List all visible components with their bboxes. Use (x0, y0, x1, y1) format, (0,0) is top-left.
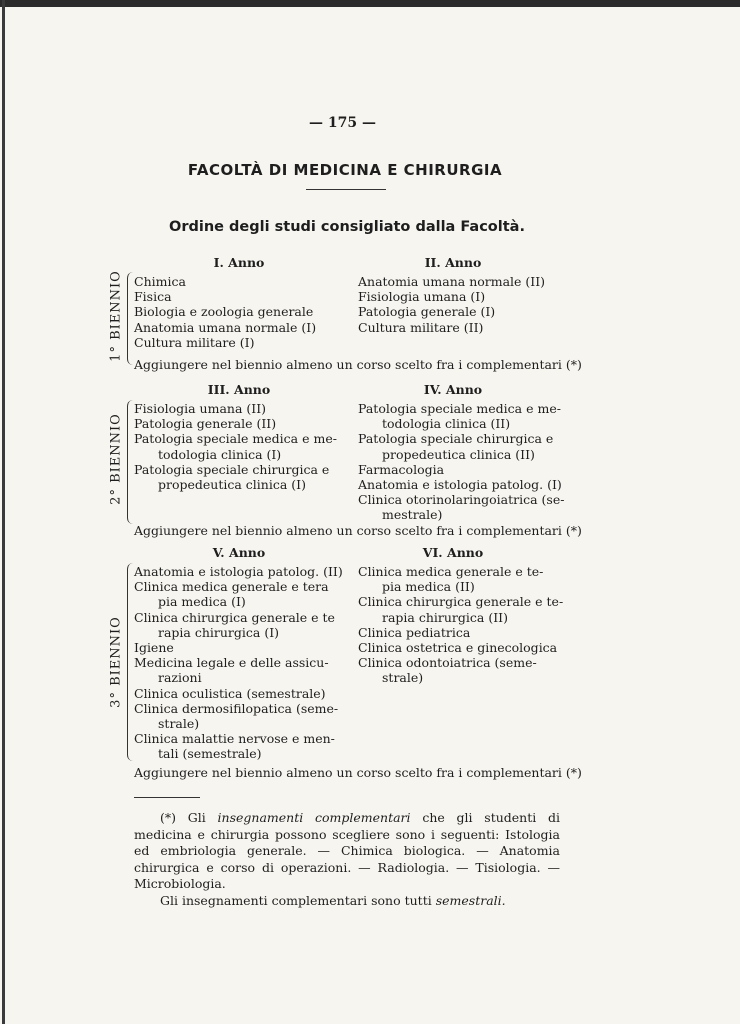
course-line: Clinica pediatrica (358, 624, 471, 640)
year-heading-1: I. Anno (213, 255, 265, 270)
course-line: mestrale) (382, 507, 443, 523)
biennio-3-brace (127, 563, 133, 761)
year-4-courses (358, 401, 564, 523)
course-line: Clinica otorinolaringoiatrica (se- (358, 492, 565, 508)
course-line: Clinica ostetrica e ginecologica (358, 640, 558, 656)
year-6-courses (358, 564, 563, 686)
year-heading-2: II. Anno (424, 255, 482, 270)
footnote-divider (134, 797, 200, 798)
course-line: Cultura militare (II) (358, 319, 484, 335)
course-line: Patologia speciale chirurgica e (134, 461, 330, 477)
footnote-paragraph-2: Gli insegnamenti complementari sono tutti semestrali. (160, 892, 506, 908)
course-line: Fisiologia umana (II) (134, 401, 267, 416)
course-line: Clinica chirurgica generale e te (134, 609, 335, 625)
course-line: Patologia generale (I) (358, 304, 496, 320)
course-line: pia medica (II) (382, 579, 475, 595)
biennio-1-brace (127, 272, 133, 365)
course-line: Patologia speciale medica e me- (134, 431, 337, 447)
course-line: razioni (158, 670, 202, 686)
course-line: Clinica chirurgica generale e te- (358, 594, 564, 610)
course-line: Chimica (134, 274, 186, 289)
footnote (134, 810, 560, 909)
course-line: Patologia speciale chirurgica e (358, 431, 554, 447)
course-line: Medicina legale e delle assicu- (134, 655, 329, 671)
course-line: propedeutica clinica (II) (382, 446, 535, 462)
year-heading-4: IV. Anno (423, 382, 483, 397)
course-line: Patologia speciale medica e me- (358, 401, 561, 416)
year-5-courses (134, 564, 343, 762)
course-line: todologia clinica (I) (158, 446, 282, 462)
year-heading-5: V. Anno (212, 545, 266, 560)
footnote-paragraph-1: (*) Gli insegnamenti complementari che gli studenti di medicina e chirurgia possono scegliere sono i seguenti: Istologia ed embriologia generale. — Chimica biologica. — Anatomia chirurgica e corso di operazioni. — Radiologia. — Tisiologia. — Microbiologia. (134, 810, 561, 891)
course-line: tali (semestrale) (158, 746, 262, 762)
course-line: propedeutica clinica (I) (158, 477, 306, 493)
course-line: pia medica (I) (158, 594, 246, 610)
course-line: strale) (158, 716, 200, 732)
page-title: FACOLTÀ DI MEDICINA E CHIRURGIA (187, 161, 503, 179)
course-line: Clinica oculistica (semestrale) (134, 685, 326, 701)
course-line: Patologia generale (II) (134, 416, 277, 432)
course-line: Fisiologia umana (I) (358, 289, 486, 305)
course-line: rapia chirurgica (I) (158, 624, 280, 640)
year-3-courses (134, 401, 337, 492)
course-line: Anatomia e istologia patolog. (II) (134, 564, 343, 579)
page-top-edge (0, 0, 740, 7)
course-line: Fisica (134, 289, 172, 305)
year-heading-3: III. Anno (207, 382, 271, 397)
course-line: Biologia e zoologia generale (134, 304, 314, 320)
biennio-3-note: Aggiungere nel biennio almeno un corso scelto fra i complementari (*) (134, 765, 582, 780)
year-heading-6: VI. Anno (422, 545, 484, 560)
course-line: Anatomia umana normale (II) (358, 274, 546, 289)
course-line: Cultura militare (I) (134, 334, 255, 350)
biennio-2-note: Aggiungere nel biennio almeno un corso scelto fra i complementari (*) (134, 523, 582, 538)
year-1-courses (134, 274, 316, 350)
course-line: Clinica medica generale e tera (134, 579, 329, 595)
course-line: Clinica odontoiatrica (seme- (358, 655, 537, 671)
page-subtitle: Ordine degli studi consigliato dalla Facoltà. (169, 219, 525, 235)
page-number: — 175 — (309, 115, 376, 131)
course-line: rapia chirurgica (II) (382, 609, 508, 625)
title-divider (306, 189, 386, 190)
biennio-1-note: Aggiungere nel biennio almeno un corso scelto fra i complementari (*) (134, 357, 582, 372)
course-line: Clinica dermosifilopatica (seme- (134, 700, 339, 716)
course-line: strale) (382, 670, 424, 686)
page-left-edge (2, 0, 5, 1024)
biennio-2-brace (127, 400, 133, 524)
course-line: todologia clinica (II) (382, 416, 511, 432)
year-2-courses (358, 274, 545, 335)
course-line: Igiene (134, 640, 174, 656)
course-line: Farmacologia (358, 461, 445, 477)
course-line: Clinica malattie nervose e men- (134, 731, 335, 747)
course-line: Anatomia e istologia patolog. (I) (358, 477, 562, 493)
course-line: Clinica medica generale e te- (358, 564, 544, 579)
course-line: Anatomia umana normale (I) (134, 319, 317, 335)
